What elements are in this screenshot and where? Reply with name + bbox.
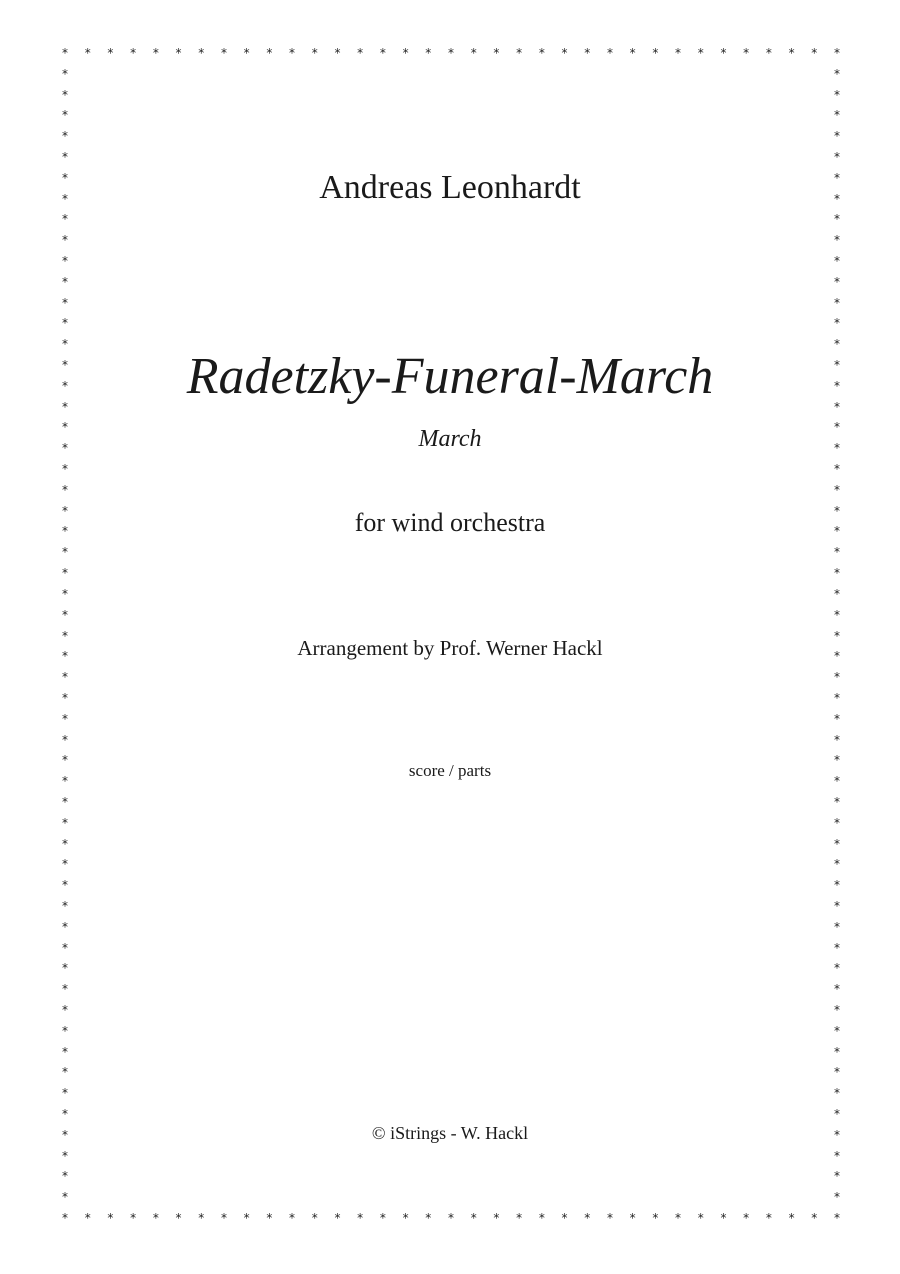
border-star-right: * [834,441,840,456]
border-star-right: * [834,233,840,248]
border-star-right: * [834,378,840,393]
border-star-bottom: * [834,1211,840,1225]
border-star-top: * [765,46,772,60]
border-star-right: * [834,878,840,893]
border-star-right: * [834,753,840,768]
border-star-bottom: * [538,1211,545,1225]
border-star-top: * [334,46,341,60]
border-star-bottom: * [357,1211,364,1225]
border-star-right: * [834,857,840,872]
border-star-right: * [834,1106,840,1121]
border-star-left: * [62,191,68,206]
border-star-left: * [62,545,68,560]
border-star-left: * [62,150,68,165]
border-star-left: * [62,1190,68,1205]
border-star-top: * [743,46,750,60]
border-star-right: * [834,815,840,830]
border-star-left: * [62,1106,68,1121]
border-star-left: * [62,1169,68,1184]
border-star-left: * [62,774,68,789]
border-star-left: * [62,898,68,913]
edition-type: score / parts [408,761,492,780]
border-star-top: * [606,46,613,60]
border-star-right: * [834,1127,840,1142]
border-star-top: * [629,46,636,60]
border-star-left: * [62,961,68,976]
border-star-right: * [834,129,840,144]
border-star-right: * [834,940,840,955]
border-star-bottom: * [266,1211,273,1225]
border-star-left: * [62,857,68,872]
border-star-bottom: * [697,1211,704,1225]
border-star-left: * [62,753,68,768]
border-star-bottom: * [448,1211,454,1225]
border-star-top: * [130,46,137,60]
border-star-bottom: * [470,1211,477,1225]
border-star-right: * [834,316,840,331]
border-star-top: * [697,46,704,60]
border-star-top: * [652,46,659,60]
border-star-bottom: * [62,1211,68,1225]
border-star-top: * [357,46,364,60]
border-star-left: * [62,670,68,685]
border-star-left: * [62,1127,68,1142]
border-star-right: * [834,690,840,705]
border-star-bottom: * [402,1211,409,1225]
border-star-left: * [62,711,68,726]
border-star-right: * [834,566,840,581]
border-star-left: * [62,794,68,809]
border-star-bottom: * [516,1211,523,1225]
border-star-top: * [289,46,296,60]
border-star-right: * [834,836,840,851]
border-star-left: * [62,1065,68,1080]
copyright-notice: © iStrings - W. Hackl [371,1123,529,1143]
arranger-credit: Arrangement by Prof. Werner Hackl [297,636,603,660]
border-star-left: * [62,233,68,248]
border-star-left: * [62,66,68,81]
border-star-top: * [493,46,500,60]
border-star-top: * [811,46,818,60]
border-star-bottom: * [606,1211,613,1225]
border-star-top: * [175,46,182,60]
border-star-top: * [379,46,386,60]
border-star-right: * [834,358,840,373]
border-star-right: * [834,191,840,206]
border-star-bottom: * [493,1211,500,1225]
piece-subtitle: March [418,426,482,452]
border-star-top: * [152,46,159,60]
border-star-left: * [62,378,68,393]
border-star-top: * [62,46,68,60]
border-star-right: * [834,919,840,934]
border-star-left: * [62,337,68,352]
border-star-right: * [834,1190,840,1205]
border-star-bottom: * [84,1211,91,1225]
border-star-top: * [720,46,727,60]
border-star-bottom: * [765,1211,772,1225]
border-star-bottom: * [811,1211,818,1225]
border-star-bottom: * [130,1211,137,1225]
border-star-left: * [62,815,68,830]
border-star-bottom: * [788,1211,795,1225]
border-star-right: * [834,1086,840,1101]
border-star-bottom: * [175,1211,182,1225]
border-star-bottom: * [629,1211,636,1225]
border-star-right: * [834,1044,840,1059]
border-star-left: * [62,1023,68,1038]
border-star-right: * [834,170,840,185]
border-star-top: * [561,46,568,60]
border-star-left: * [62,420,68,435]
border-star-left: * [62,87,68,102]
border-star-right: * [834,586,840,601]
border-star-left: * [62,919,68,934]
border-star-top: * [198,46,205,60]
border-star-right: * [834,794,840,809]
border-star-left: * [62,836,68,851]
border-star-right: * [834,295,840,310]
border-star-right: * [834,649,840,664]
border-star-top: * [470,46,477,60]
border-star-top: * [311,46,318,60]
border-star-left: * [62,649,68,664]
border-star-left: * [62,607,68,622]
border-star-left: * [62,732,68,747]
border-star-right: * [834,274,840,289]
border-star-top: * [584,46,591,60]
border-star-bottom: * [334,1211,341,1225]
border-star-left: * [62,1148,68,1163]
piece-title: Radetzky-Funeral-March [186,348,714,405]
border-star-bottom: * [243,1211,250,1225]
border-star-right: * [834,337,840,352]
border-star-right: * [834,482,840,497]
border-star-left: * [62,316,68,331]
border-star-right: * [834,1065,840,1080]
border-star-right: * [834,961,840,976]
border-star-top: * [425,46,432,60]
border-star-right: * [834,774,840,789]
border-star-left: * [62,462,68,477]
border-star-top: * [107,46,114,60]
border-star-left: * [62,690,68,705]
border-star-top: * [538,46,545,60]
border-star-left: * [62,1002,68,1017]
border-star-bottom: * [311,1211,318,1225]
border-star-bottom: * [675,1211,682,1225]
border-star-left: * [62,254,68,269]
composer-name: Andreas Leonhardt [319,169,581,206]
border-star-right: * [834,399,840,414]
border-star-right: * [834,732,840,747]
border-star-right: * [834,982,840,997]
border-star-left: * [62,295,68,310]
border-star-right: * [834,545,840,560]
border-star-right: * [834,462,840,477]
border-star-left: * [62,108,68,123]
border-star-left: * [62,566,68,581]
border-star-right: * [834,87,840,102]
border-star-left: * [62,524,68,539]
border-star-bottom: * [561,1211,568,1225]
border-star-left: * [62,940,68,955]
border-star-top: * [84,46,91,60]
border-star-top: * [266,46,273,60]
border-star-bottom: * [379,1211,386,1225]
border-star-left: * [62,129,68,144]
border-star-right: * [834,898,840,913]
border-star-bottom: * [289,1211,296,1225]
border-star-top: * [675,46,682,60]
border-star-top: * [516,46,523,60]
border-star-right: * [834,108,840,123]
border-star-top: * [448,46,454,60]
border-star-left: * [62,399,68,414]
border-star-right: * [834,1148,840,1163]
border-star-top: * [402,46,409,60]
border-star-right: * [834,628,840,643]
border-star-left: * [62,586,68,601]
border-star-right: * [834,420,840,435]
border-star-top: * [220,46,227,60]
instrumentation: for wind orchestra [354,508,546,537]
border-star-right: * [834,1169,840,1184]
border-star-bottom: * [425,1211,432,1225]
border-star-left: * [62,878,68,893]
border-star-right: * [834,524,840,539]
border-star-right: * [834,503,840,518]
border-star-right: * [834,1023,840,1038]
border-star-top: * [243,46,250,60]
border-star-right: * [834,150,840,165]
border-star-left: * [62,482,68,497]
border-star-right: * [834,1002,840,1017]
border-star-right: * [834,254,840,269]
border-star-right: * [834,66,840,81]
border-star-left: * [62,982,68,997]
border-star-right: * [834,670,840,685]
border-star-left: * [62,1086,68,1101]
border-star-top: * [834,46,840,60]
border-star-bottom: * [152,1211,159,1225]
border-star-bottom: * [198,1211,205,1225]
border-star-left: * [62,358,68,373]
border-star-right: * [834,711,840,726]
border-star-bottom: * [743,1211,750,1225]
border-star-bottom: * [720,1211,727,1225]
border-star-bottom: * [652,1211,659,1225]
border-star-left: * [62,212,68,227]
border-star-top: * [788,46,795,60]
border-star-bottom: * [220,1211,227,1225]
border-star-left: * [62,1044,68,1059]
border-star-left: * [62,170,68,185]
border-star-bottom: * [584,1211,591,1225]
border-star-bottom: * [107,1211,114,1225]
border-star-left: * [62,503,68,518]
border-star-right: * [834,607,840,622]
border-star-left: * [62,628,68,643]
border-star-left: * [62,274,68,289]
border-star-left: * [62,441,68,456]
border-star-right: * [834,212,840,227]
